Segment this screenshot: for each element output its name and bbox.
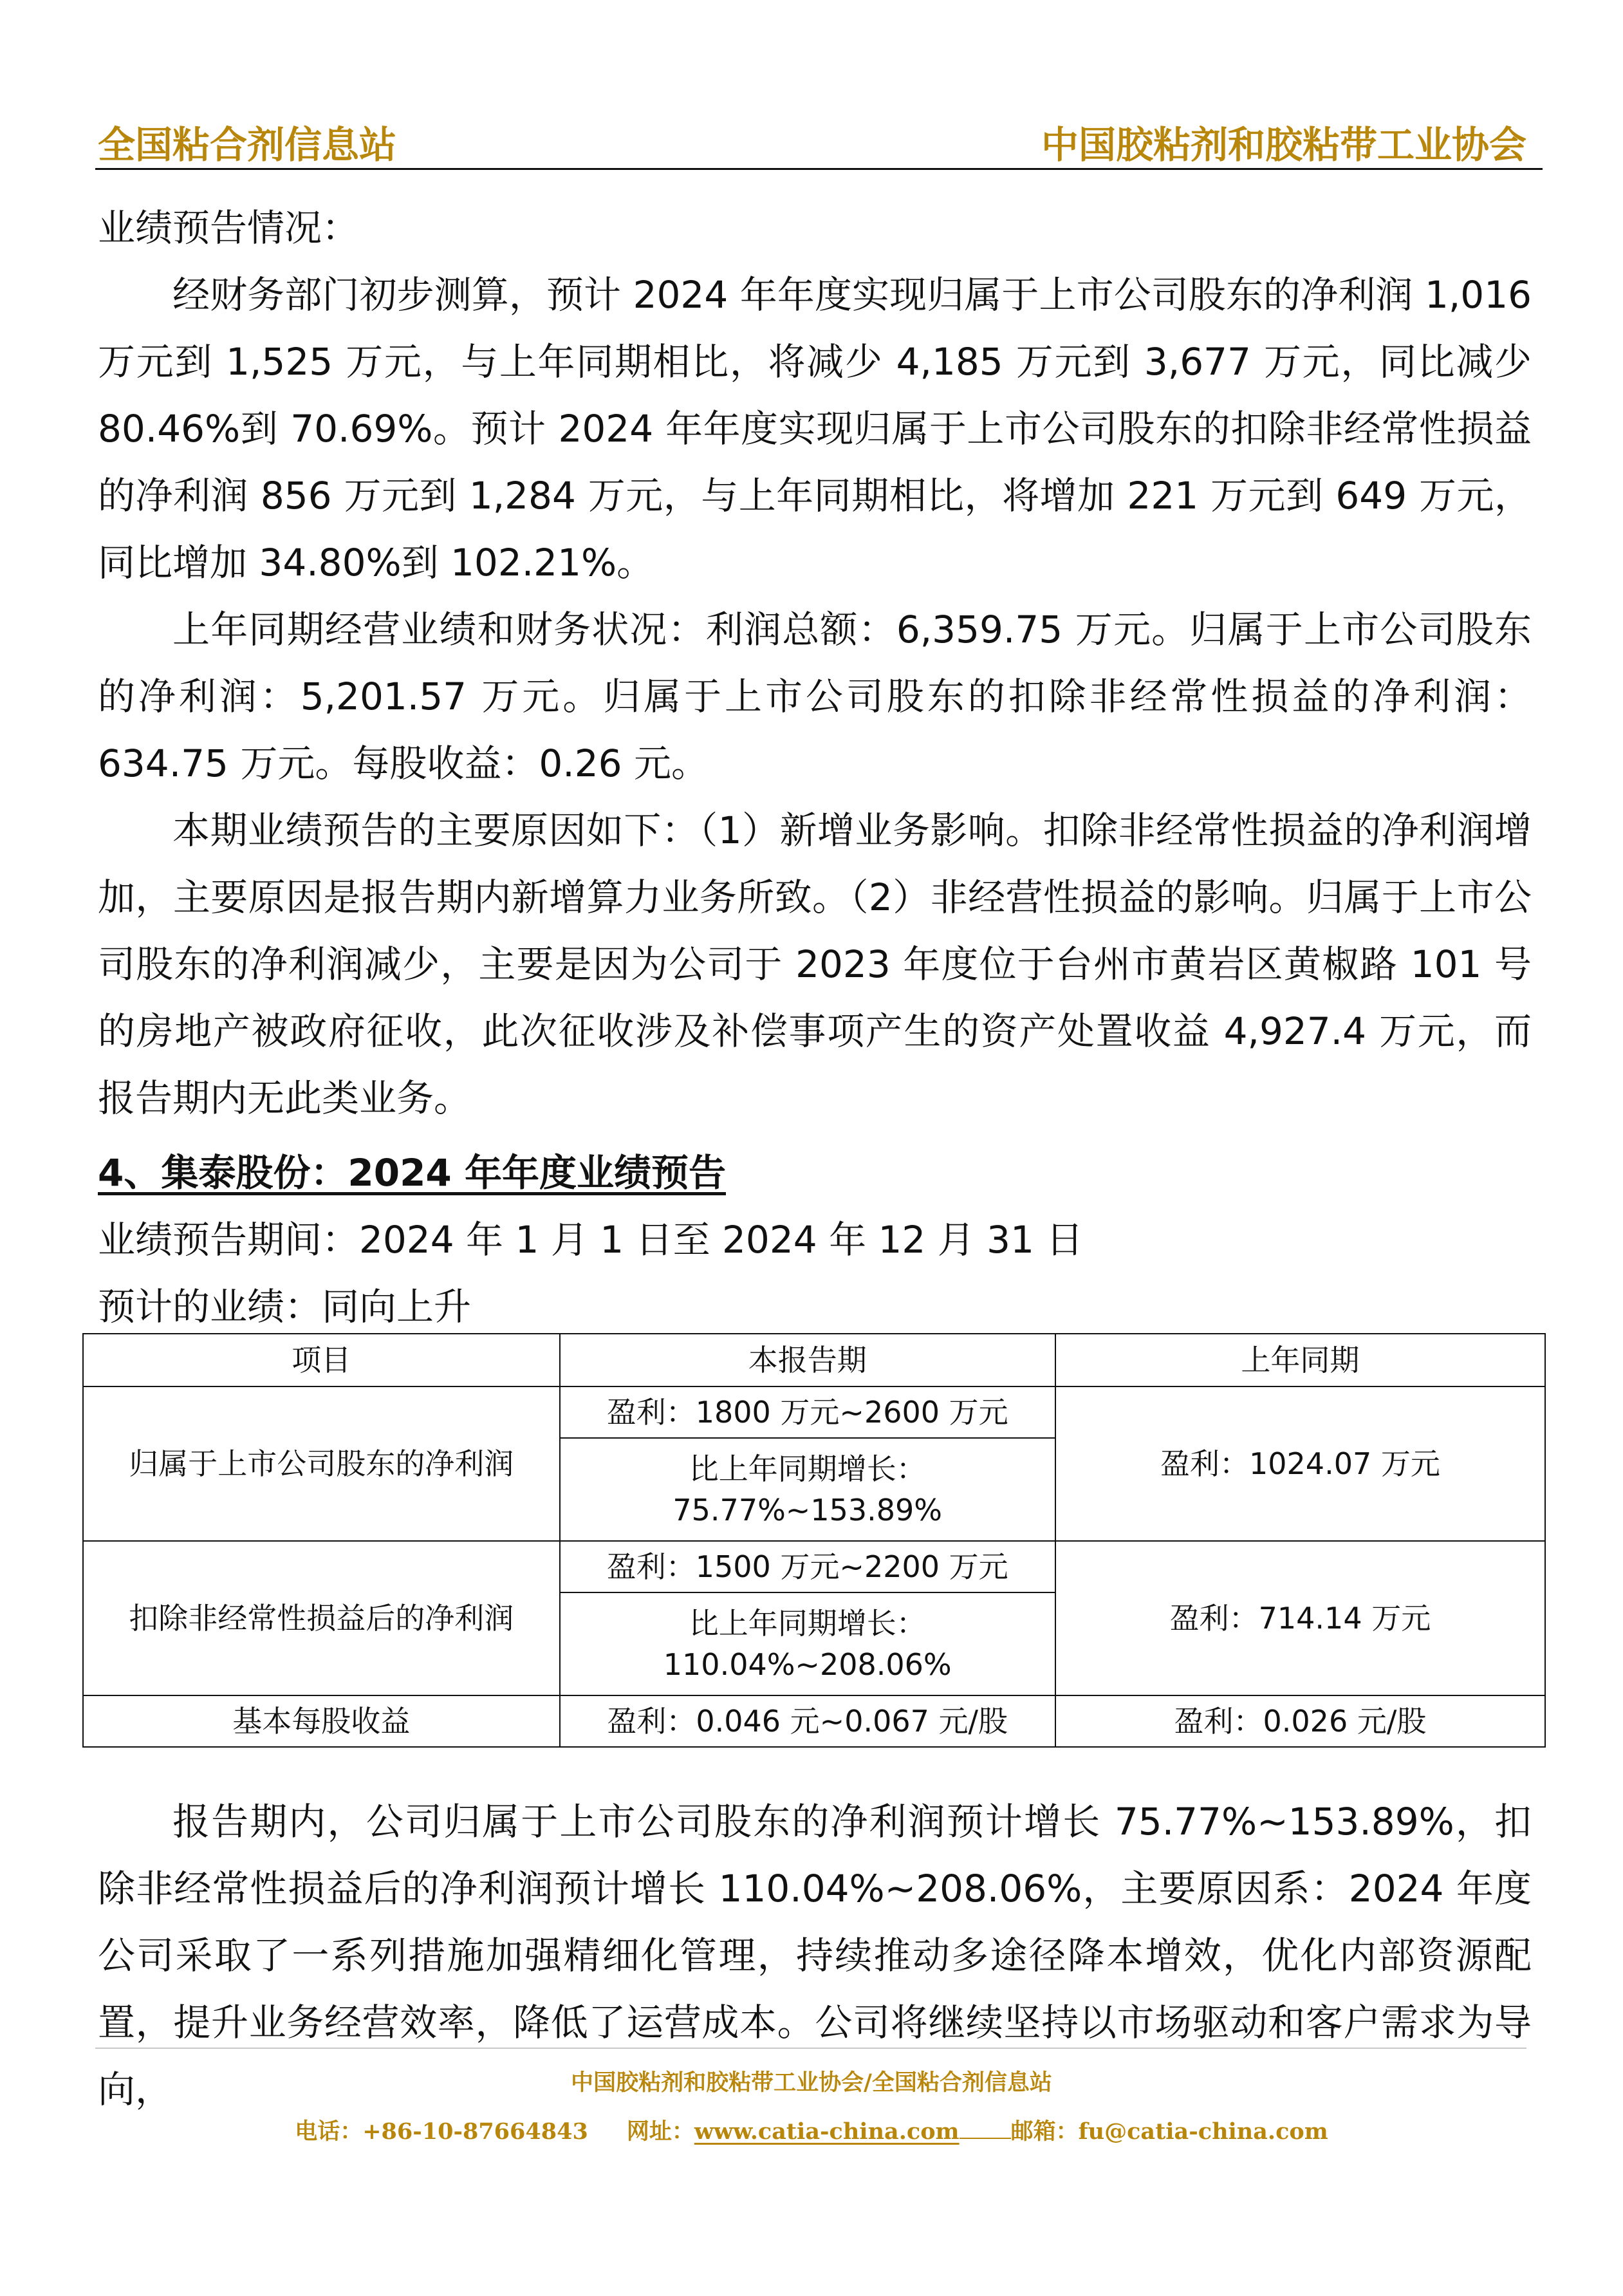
row1-growth-value: 75.77%~153.89% [672,1493,942,1527]
table-row [83,1541,1545,1592]
forecast-lead: 业绩预告情况： [98,206,360,250]
footer-web-label: 网址： [626,2118,694,2145]
explanation-paragraph: 报告期内，公司归属于上市公司股东的净利润预计增长 75.77%~153.89%，扣除非经常性损益后的净利润预计增长 110.04%~208.06%，主要原因系：2024 年度公司采取了一系列措施加强精细化管理，持续推动多途径降本增效，优化内部资源配置，提升业务经营效率，降低了运营成本。公司将继续坚持以市场驱动和客户需求为导向， [98,1800,1532,2111]
row2-growth-value: 110.04%~208.06% [663,1647,952,1682]
header-divider [95,168,1543,170]
footer-divider [95,2048,1526,2049]
footer-phone: 电话：+86-10-87664843 [295,2118,588,2145]
forecast-section-3 [98,194,1532,1132]
row2-prior: 盈利：714.14 万元 [1055,1541,1545,1695]
row2-item: 扣除非经常性损益后的净利润 [83,1541,560,1695]
footer-organization: 中国胶粘剂和胶粘带工业协会/全国粘合剂信息站 [571,2069,1052,2096]
row3-prior: 盈利：0.026 元/股 [1055,1695,1545,1747]
row1-current-profit: 盈利：1800 万元~2600 万元 [560,1386,1055,1438]
table-row [83,1695,1545,1747]
row1-growth-label: 比上年同期增长： [689,1451,926,1486]
footer-contact [0,2114,1623,2146]
table-row [83,1386,1545,1438]
forecast-paragraph-1: 经财务部门初步测算，预计 2024 年年度实现归属于上市公司股东的净利润 1,016 万元到 1,525 万元，与上年同期相比，将减少 4,185 万元到 3,677 万元，同比减少 80.46%到 70.69%。预计 2024 年年度实现归属于上市公司股东的扣除非经常性损益的净利润 856 万元到 1,284 万元，与上年同期相比，将增加 221 万元到 649 万元，同比增加 34.80%到 102.21%。 [98,273,1532,584]
row3-item: 基本每股收益 [83,1695,560,1747]
reason-paragraph: 本期业绩预告的主要原因如下：（1）新增业务影响。扣除非经常性损益的净利润增加，主要原因是报告期内新增算力业务所致。（2）非经营性损益的影响。归属于上市公司股东的净利润减少，主要是因为公司于 2023 年度位于台州市黄岩区黄椒路 101 号的房地产被政府征收，此次征收涉及补偿事项产生的资产处置收益 4,927.4 万元，而报告期内无此类业务。 [98,808,1532,1120]
table-header-current: 本报告期 [560,1334,1055,1386]
row2-current-growth [560,1592,1055,1695]
header-association-name: 中国胶粘剂和胶粘带工业协会 [1041,123,1526,167]
row1-current-growth [560,1438,1055,1541]
expected-performance: 预计的业绩：同向上升 [98,1285,472,1329]
footer-email[interactable]: 邮箱：fu@catia-china.com [1010,2118,1328,2145]
header-site-name: 全国粘合剂信息站 [98,123,397,167]
forecast-table [82,1333,1546,1748]
row1-item: 归属于上市公司股东的净利润 [83,1386,560,1541]
table-header-prior: 上年同期 [1055,1334,1545,1386]
row1-prior: 盈利：1024.07 万元 [1055,1386,1545,1541]
table-header-row [83,1334,1545,1386]
section-title: 4、集泰股份：2024 年年度业绩预告 [98,1151,726,1195]
row2-growth-label: 比上年同期增长： [689,1606,926,1641]
section-4-header [98,1139,1532,1340]
forecast-period: 业绩预告期间：2024 年 1 月 1 日至 2024 年 12 月 31 日 [98,1218,1084,1262]
row3-current: 盈利：0.046 元~0.067 元/股 [560,1695,1055,1747]
row2-current-profit: 盈利：1500 万元~2200 万元 [560,1541,1055,1592]
table-header-item: 项目 [83,1334,560,1386]
prior-period-paragraph: 上年同期经营业绩和财务状况：利润总额：6,359.75 万元。归属于上市公司股东的净利润：5,201.57 万元。归属于上市公司股东的扣除非经常性损益的净利润：634.75 万元。每股收益：0.26 元。 [98,608,1532,785]
footer-website-link[interactable]: www.catia-china.com [694,2118,960,2145]
